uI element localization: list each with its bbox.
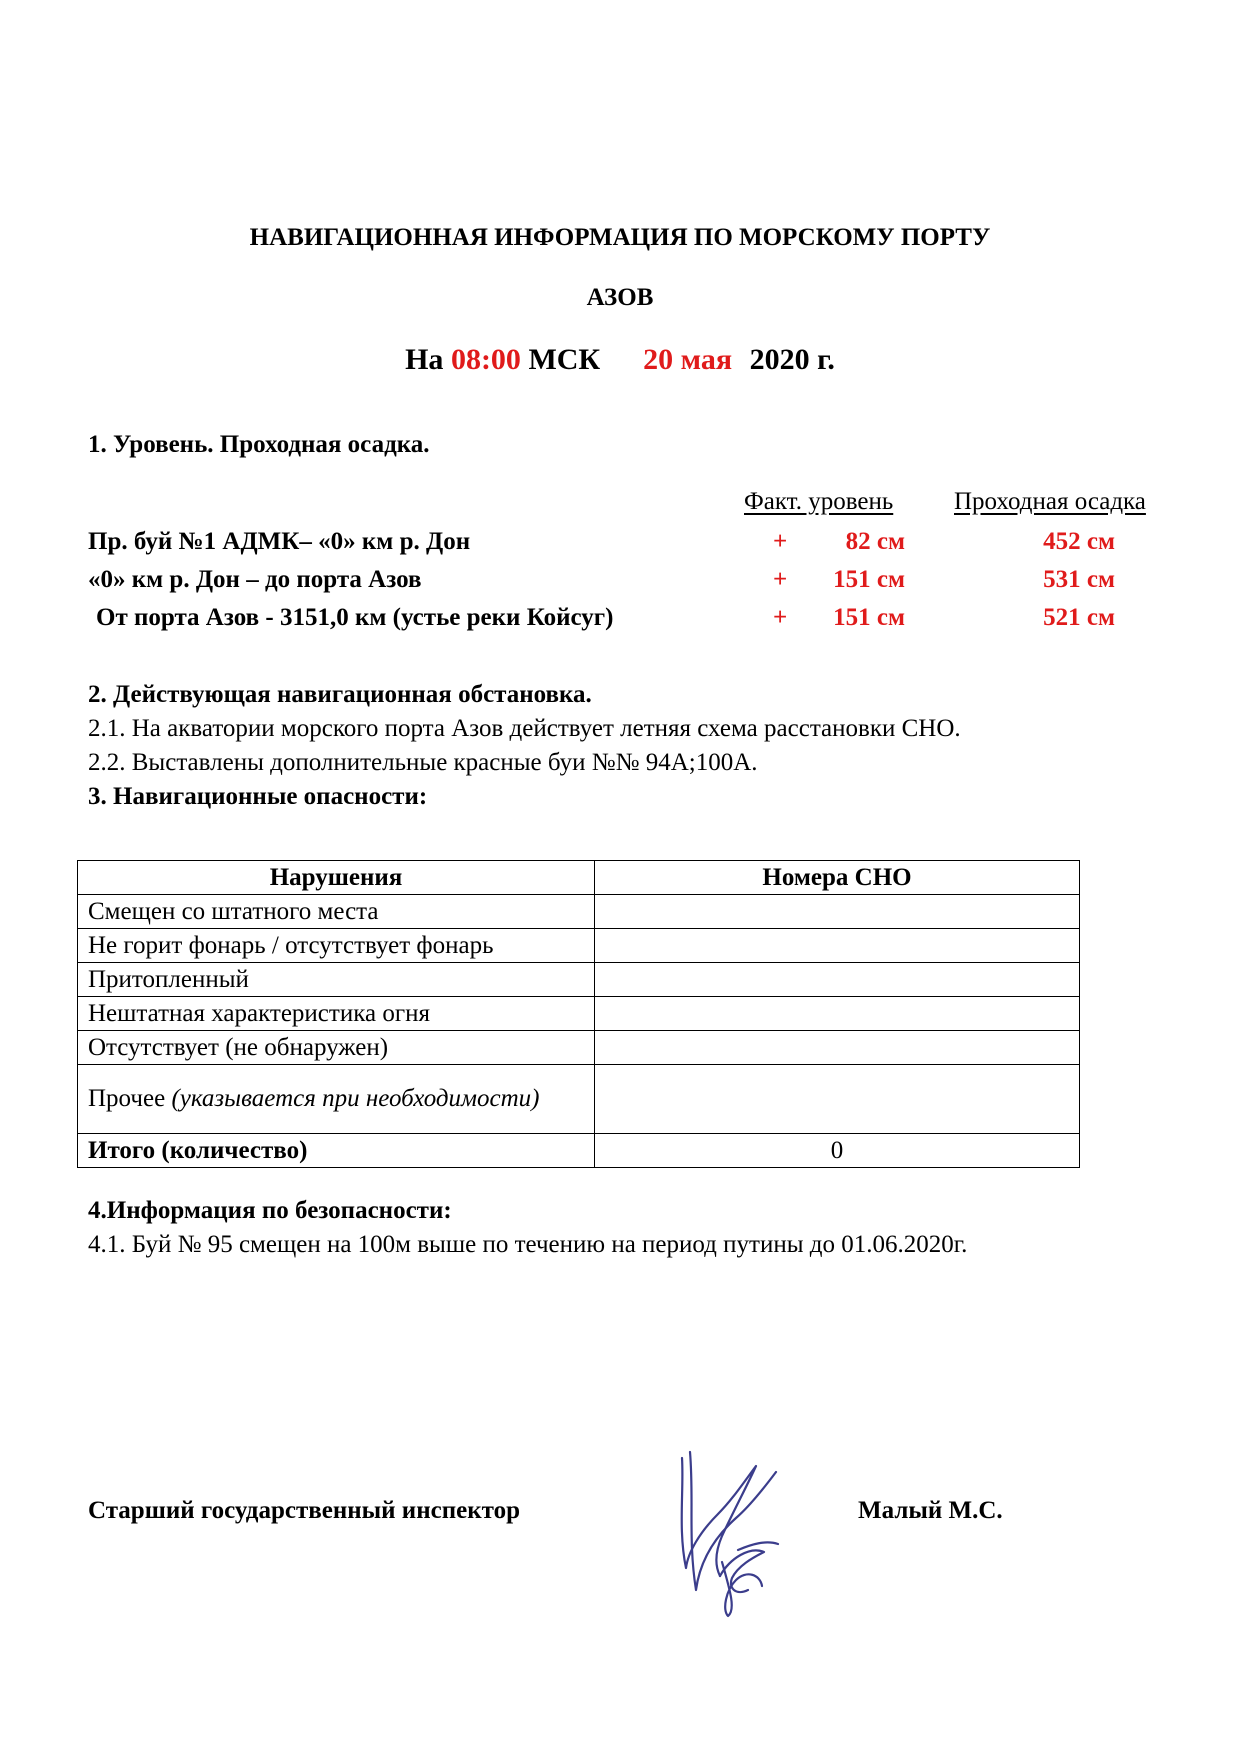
level-row-draft: 521 см xyxy=(1043,604,1115,631)
total-value: 0 xyxy=(595,1134,1080,1168)
table-row xyxy=(78,929,1080,963)
violation-value xyxy=(595,895,1080,929)
table-row-other xyxy=(78,1065,1080,1134)
table-row xyxy=(78,963,1080,997)
level-row-level: 151 см xyxy=(833,604,905,631)
level-row-sign: + xyxy=(773,604,788,631)
level-row-label: «0» км р. Дон – до порта Азов xyxy=(88,566,422,593)
violation-label: Притопленный xyxy=(78,963,595,997)
violations-table xyxy=(77,860,1080,1168)
level-row-sign: + xyxy=(773,528,788,555)
column-header-violations: Нарушения xyxy=(78,861,595,895)
level-row-level: 82 см xyxy=(845,528,905,555)
report-datetime xyxy=(0,343,1240,377)
level-row-draft: 452 см xyxy=(1043,528,1115,555)
violation-other-label xyxy=(78,1065,595,1134)
level-row-label: Пр. буй №1 АДМК– «0» км р. Дон xyxy=(88,528,471,555)
table-row xyxy=(78,1031,1080,1065)
report-time: 08:00 xyxy=(450,343,521,376)
violation-label: Не горит фонарь / отсутствует фонарь xyxy=(78,929,595,963)
violation-other-value xyxy=(595,1065,1080,1134)
time-zone: МСК xyxy=(528,343,601,376)
section1-title: 1. Уровень. Проходная осадка. xyxy=(88,431,430,458)
column-header-buoy-numbers: Номера СНО xyxy=(595,861,1080,895)
level-row-draft: 531 см xyxy=(1043,566,1115,593)
table-row xyxy=(78,997,1080,1031)
signer-name: Малый М.С. xyxy=(858,1497,1003,1524)
violation-value xyxy=(595,997,1080,1031)
document-title: НАВИГАЦИОННАЯ ИНФОРМАЦИЯ ПО МОРСКОМУ ПОРТУ xyxy=(249,224,991,251)
level-row-sign: + xyxy=(773,566,788,593)
other-note: (указывается при необходимости) xyxy=(171,1085,540,1112)
level-row-label: От порта Азов - 3151,0 км (устье реки Койсуг) xyxy=(96,604,614,631)
column-header-draft: Проходная осадка xyxy=(954,488,1146,515)
report-date: 20 мая xyxy=(643,343,733,376)
violation-label: Отсутствует (не обнаружен) xyxy=(78,1031,595,1065)
report-year: 2020 г. xyxy=(749,343,835,376)
table-row xyxy=(78,895,1080,929)
table-row-total xyxy=(78,1134,1080,1168)
level-row-level: 151 см xyxy=(833,566,905,593)
violation-label: Нештатная характеристика огня xyxy=(78,997,595,1031)
violation-value xyxy=(595,929,1080,963)
handwritten-signature xyxy=(660,1440,800,1620)
section2-item: 2.1. На акватории морского порта Азов действует летняя схема расстановки СНО. xyxy=(88,715,961,742)
total-label: Итого (количество) xyxy=(78,1134,595,1168)
port-name: АЗОВ xyxy=(586,284,654,311)
section4-item: 4.1. Буй № 95 смещен на 100м выше по течению на период путины до 01.06.2020г. xyxy=(88,1231,968,1258)
violation-value xyxy=(595,1031,1080,1065)
table-header-row xyxy=(78,861,1080,895)
section4-title: 4.Информация по безопасности: xyxy=(88,1197,452,1224)
other-label: Прочее xyxy=(88,1085,166,1112)
date-prefix: На xyxy=(405,343,444,376)
violation-label: Смещен со штатного места xyxy=(78,895,595,929)
violation-value xyxy=(595,963,1080,997)
signer-position: Старший государственный инспектор xyxy=(88,1497,520,1524)
column-header-level: Факт. уровень xyxy=(744,488,894,515)
section2-title: 2. Действующая навигационная обстановка. xyxy=(88,681,592,708)
section3-title: 3. Навигационные опасности: xyxy=(88,783,428,810)
section2-item: 2.2. Выставлены дополнительные красные буи №№ 94А;100А. xyxy=(88,749,758,776)
